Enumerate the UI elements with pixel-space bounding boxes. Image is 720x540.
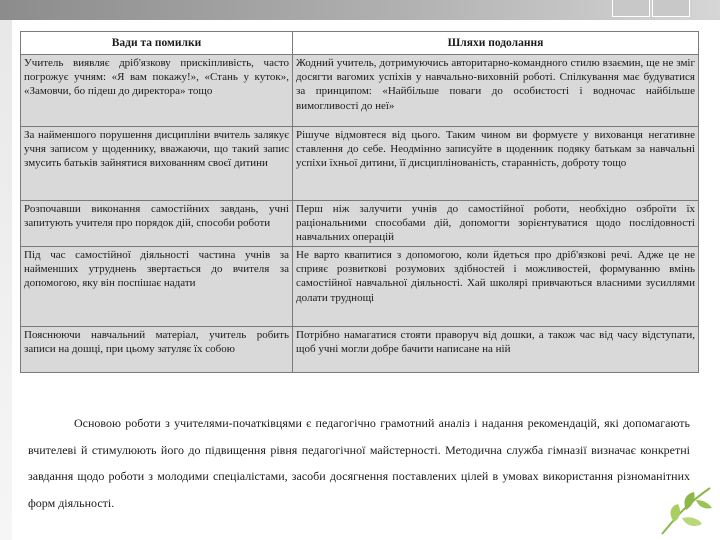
corner-box [652, 0, 690, 17]
fault-cell: Учитель виявляє дріб'язкову прискіпливість, часто погрожує учням: «Я вам покажу!», «Стань у куток», «Замовчи, бо підеш до директора» тощо [21, 55, 293, 127]
header-faults: Вади та помилки [21, 32, 293, 55]
table-row [21, 327, 699, 373]
fault-cell: Пояснюючи навчальний матеріал, учитель робить записи на дошці, при цьому затуляє їх собою [21, 327, 293, 373]
solution-cell: Потрібно намагатися стояти праворуч від дошки, а також час від часу відступати, щоб учні могли добре бачити написане на ній [293, 327, 699, 373]
table-row [21, 201, 699, 247]
table-row [21, 127, 699, 201]
table-row [21, 247, 699, 327]
fault-cell: Під час самостійної діяльності частина учнів за найменших утруднень звертається до вчителя за допомогою, яку він поспішає надати [21, 247, 293, 327]
table-header-row [21, 32, 699, 55]
faults-table [20, 31, 699, 373]
header-solutions: Шляхи подолання [293, 32, 699, 55]
solution-cell: Не варто квапитися з допомогою, коли йдеться про дріб'язкові речі. Адже це не сприяє розвиткові розумових здібностей і можливостей, формуванню вмінь самостійної навчальної діяльності. Хай школярі привчаються власними зусиллями долати труднощі [293, 247, 699, 327]
leaf-decoration-icon [660, 484, 714, 536]
left-decoration [0, 20, 12, 540]
body-paragraph: Основою роботи з учителями-початківцями є педагогічно грамотний аналіз і надання рекомендацій, які допомагають вчителеві й стимулюють його до підвищення рівня педагогічної майстерності. Методична служба гімназії визначає конкретні завдання щодо роботи з молодими спеціалістами, засоби досягнення поставлених цілей в умовах використання різноманітних форм діяльності. [28, 416, 690, 510]
corner-box [612, 0, 650, 17]
fault-cell: За найменшого порушення дисципліни вчитель залякує учня записом у щоденнику, вважаючи, що такий запис змусить батьків зайнятися вихованням своєї дитини [21, 127, 293, 201]
solution-cell: Перш ніж залучити учнів до самостійної роботи, необхідно озброїти їх раціональними способами дій, допомогти зорієнтуватися щодо послідовності навчальних операцій [293, 201, 699, 247]
fault-cell: Розпочавши виконання самостійних завдань, учні запитують учителя про порядок дій, способи роботи [21, 201, 293, 247]
table-row [21, 55, 699, 127]
solution-cell: Жодний учитель, дотримуючись авторитарно-командного стилю взаємин, ще не зміг досягти вагомих успіхів у навчально-виховній роботі. Спілкування має будуватися за принципом: «Найбільше поваги до особистості і водночас найбільше вимогливості до неї» [293, 55, 699, 127]
solution-cell: Рішуче відмовтеся від цього. Таким чином ви формуєте у вихованця негативне ставлення до себе. Неодмінно записуйте в щоденник подяку батькам за навчальні успіхи їхньої дитини, її дисциплінованість, старанність, доброту тощо [293, 127, 699, 201]
